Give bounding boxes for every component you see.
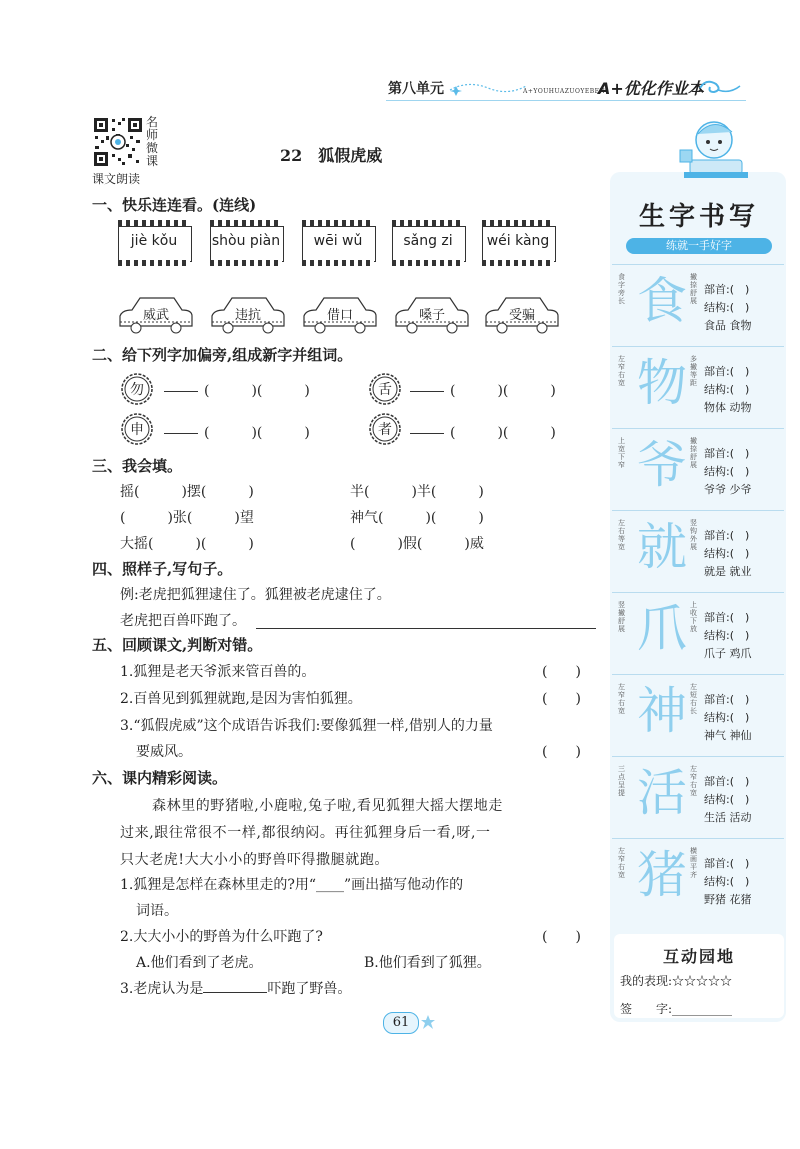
pinyin-text: shòu piàn	[211, 233, 281, 249]
judge-answer[interactable]: ( )	[542, 691, 581, 707]
stroke-tip-right: 横画平齐	[690, 847, 697, 879]
option-b[interactable]: B.他们看到了狐狸。	[364, 955, 491, 971]
pinyin-text: wéi kàng	[486, 233, 550, 249]
car-card[interactable]	[208, 292, 288, 338]
card-edge-bottom	[302, 260, 374, 266]
reading-question: 1.狐狸是怎样在森林里走的?用“____”画出描写他动作的	[120, 877, 464, 893]
stroke-tip-left: 左窄右宽	[618, 683, 625, 715]
car-word: 嗓子	[418, 308, 445, 323]
qr-code-icon[interactable]	[92, 116, 144, 168]
pinyin-card[interactable]	[210, 220, 282, 266]
example-words: 食品 食物	[704, 319, 752, 332]
card-edge-bottom	[482, 260, 554, 266]
answer-blanks[interactable]: ( )( )	[450, 383, 556, 399]
header-wave-decoration	[448, 80, 528, 96]
radical-field[interactable]: 部首:( )	[704, 447, 750, 460]
car-card[interactable]	[116, 292, 196, 338]
character-glyph: 猪	[637, 846, 687, 904]
example-words: 物体 动物	[704, 401, 752, 414]
pinyin-card[interactable]	[392, 220, 464, 266]
sidebar-subtitle: 练就一手好字	[626, 238, 772, 254]
stroke-tip-left: 左窄右宽	[618, 355, 625, 387]
radical-field[interactable]: 部首:( )	[704, 611, 750, 624]
fill-item[interactable]: 神气( )( )	[350, 510, 484, 526]
char-badge	[120, 412, 154, 446]
header-rule	[386, 100, 746, 101]
example-sentence: 例:老虎把狐狸逮住了。狐狸被老虎逮住了。	[120, 587, 391, 603]
interaction-title: 互动园地	[662, 947, 735, 966]
card-edge-bottom	[392, 260, 464, 266]
character-glyph: 神	[637, 682, 687, 740]
structure-field[interactable]: 结构:( )	[704, 547, 750, 560]
series-roman-label: A+YOUHUAZUOYEBEN	[523, 88, 606, 95]
stroke-tip-right: 左短右长	[690, 683, 697, 715]
car-word: 受骗	[508, 308, 535, 323]
char-badge	[368, 372, 402, 406]
stroke-tip-right: 上收下放	[690, 601, 697, 633]
option-a[interactable]: A.他们看到了老虎。	[136, 955, 263, 971]
radical-field[interactable]: 部首:( )	[704, 857, 750, 870]
pinyin-card[interactable]	[302, 220, 374, 266]
example-words: 爪子 鸡爪	[704, 647, 752, 660]
stroke-tip-left: 左窄右宽	[618, 847, 625, 879]
structure-field[interactable]: 结构:( )	[704, 711, 750, 724]
structure-field[interactable]: 结构:( )	[704, 875, 750, 888]
answer-line[interactable]	[203, 992, 267, 993]
badge-char: 勿	[130, 382, 144, 398]
answer-line[interactable]	[164, 422, 198, 438]
card-edge-bottom	[118, 260, 190, 266]
example-words: 生活 活动	[704, 811, 752, 824]
answer-blanks[interactable]: ( )( )	[450, 425, 556, 441]
section-3-title: 三、我会填。	[92, 457, 183, 475]
judge-question: 1.狐狸是老天爷派来管百兽的。	[120, 664, 316, 680]
swirl-icon	[696, 76, 742, 98]
badge-char: 申	[130, 422, 144, 438]
fill-item[interactable]: 大摇( )( )	[120, 536, 254, 552]
fill-item[interactable]: 摇( )摆( )	[120, 484, 254, 500]
judge-question-cont: 要威风。	[136, 744, 192, 760]
pinyin-card[interactable]	[482, 220, 554, 266]
prompt-sentence: 老虎把百兽吓跑了。	[120, 613, 246, 629]
example-words: 野猪 花猪	[704, 893, 752, 906]
stroke-tip-left: 左右等宽	[618, 519, 625, 551]
character-row	[612, 838, 784, 921]
structure-field[interactable]: 结构:( )	[704, 629, 750, 642]
character-row	[612, 428, 784, 511]
answer-blanks[interactable]: ( )( )	[204, 383, 310, 399]
structure-field[interactable]: 结构:( )	[704, 383, 750, 396]
section-2-title: 二、给下列字加偏旁,组成新字并组词。	[92, 346, 353, 364]
fill-item[interactable]: ( )张( )望	[120, 510, 254, 526]
radical-field[interactable]: 部首:( )	[704, 283, 750, 296]
stroke-tip-right: 竖钩外展	[690, 519, 697, 551]
judge-question: 3.“狐假虎威”这个成语告诉我们:要像狐狸一样,借别人的力量	[120, 718, 493, 734]
car-card[interactable]	[392, 292, 472, 338]
radical-field[interactable]: 部首:( )	[704, 693, 750, 706]
answer-line[interactable]	[256, 628, 596, 629]
badge-char: 舌	[378, 382, 392, 398]
brand-logo: A+优化作业本	[598, 79, 704, 98]
stroke-tip-left: 竖撇舒展	[618, 601, 625, 633]
character-glyph: 活	[637, 764, 687, 822]
section-5-title: 五、回顾课文,判断对错。	[92, 636, 263, 654]
char-badge	[368, 412, 402, 446]
card-edge-bottom	[210, 260, 282, 266]
pinyin-text: jiè kǒu	[130, 233, 178, 249]
reading-question-cont: 词语。	[136, 903, 178, 919]
stroke-tip-left: 食字旁长	[618, 273, 625, 305]
lesson-title: 22 狐假虎威	[280, 146, 383, 165]
character-row	[612, 674, 784, 757]
answer-blanks[interactable]: ( )( )	[204, 425, 310, 441]
page-number: 61	[383, 1012, 419, 1034]
unit-label: 第八单元	[388, 81, 444, 97]
section-6-title: 六、课内精彩阅读。	[92, 769, 228, 787]
judge-question: 2.百兽见到狐狸就跑,是因为害怕狐狸。	[120, 691, 362, 707]
answer-line[interactable]	[164, 380, 198, 396]
character-row	[612, 264, 784, 347]
section-4-title: 四、照样子,写句子。	[92, 560, 233, 578]
badge-char: 者	[378, 422, 392, 438]
char-badge	[120, 372, 154, 406]
fill-item[interactable]: 半( )半( )	[350, 484, 484, 500]
car-word: 威武	[142, 308, 169, 323]
answer-line[interactable]	[410, 422, 444, 438]
reading-question	[120, 978, 351, 998]
reading-question: 2.大大小小的野兽为什么吓跑了?	[120, 929, 323, 945]
fill-item[interactable]: ( )假( )威	[350, 536, 484, 552]
car-word: 违抗	[234, 308, 261, 323]
car-word: 借口	[326, 308, 353, 323]
example-words: 就是 就业	[704, 565, 752, 578]
character-row	[612, 592, 784, 675]
radical-field[interactable]: 部首:( )	[704, 775, 750, 788]
character-row	[612, 756, 784, 839]
qr-caption: 课文朗读	[92, 172, 141, 186]
signature-field[interactable]: 签 字:__________	[620, 1002, 733, 1016]
car-card[interactable]	[482, 292, 562, 338]
character-glyph: 爪	[637, 600, 687, 658]
question-prefix: 3.老虎认为是	[120, 981, 204, 997]
structure-field[interactable]: 结构:( )	[704, 793, 750, 806]
structure-field[interactable]: 结构:( )	[704, 301, 750, 314]
radical-field[interactable]: 部首:( )	[704, 365, 750, 378]
performance-stars[interactable]: 我的表现:☆☆☆☆☆	[620, 974, 733, 988]
structure-field[interactable]: 结构:( )	[704, 465, 750, 478]
reading-passage-line: 过来,跟往常很不一样,都很纳闷。再往狐狸身后一看,呀,一	[120, 825, 491, 841]
pinyin-text: sǎng zi	[403, 233, 453, 249]
stroke-tip-left: 上宽下窄	[618, 437, 625, 469]
sidebar-title: 生字书写	[638, 202, 759, 232]
stroke-tip-right: 多撇等距	[690, 355, 697, 387]
character-glyph: 物	[637, 354, 687, 412]
character-row	[612, 346, 784, 429]
stroke-tip-right: 撇捺舒展	[690, 273, 697, 305]
reading-passage-line: 森林里的野猪啦,小鹿啦,兔子啦,看见狐狸大摇大摆地走	[152, 798, 503, 814]
radical-field[interactable]: 部首:( )	[704, 529, 750, 542]
judge-answer[interactable]: ( )	[542, 664, 581, 680]
character-glyph: 就	[637, 518, 687, 576]
reading-passage-line: 只大老虎!大大小小的野兽吓得撒腿就跑。	[120, 852, 390, 868]
stroke-tip-right: 撇捺舒展	[690, 437, 697, 469]
qr-label: 名师微课	[146, 115, 159, 168]
car-card[interactable]	[300, 292, 380, 338]
character-glyph: 食	[637, 272, 687, 330]
example-words: 爷爷 少爷	[704, 483, 752, 496]
student-at-desk-icon	[660, 116, 760, 186]
choice-answer[interactable]: ( )	[542, 929, 581, 945]
pinyin-card[interactable]	[118, 220, 190, 266]
character-row	[612, 510, 784, 593]
section-1-title: 一、快乐连连看。(连线)	[92, 196, 257, 214]
answer-line[interactable]	[410, 380, 444, 396]
star-icon	[420, 1014, 436, 1030]
example-words: 神气 神仙	[704, 729, 752, 742]
stroke-tip-left: 三点呈提	[618, 765, 625, 797]
question-suffix: 吓跑了野兽。	[267, 981, 352, 997]
stroke-tip-right: 左窄右宽	[690, 765, 697, 797]
character-glyph: 爷	[637, 436, 687, 494]
judge-answer[interactable]: ( )	[542, 744, 581, 760]
pinyin-text: wēi wǔ	[313, 233, 363, 249]
